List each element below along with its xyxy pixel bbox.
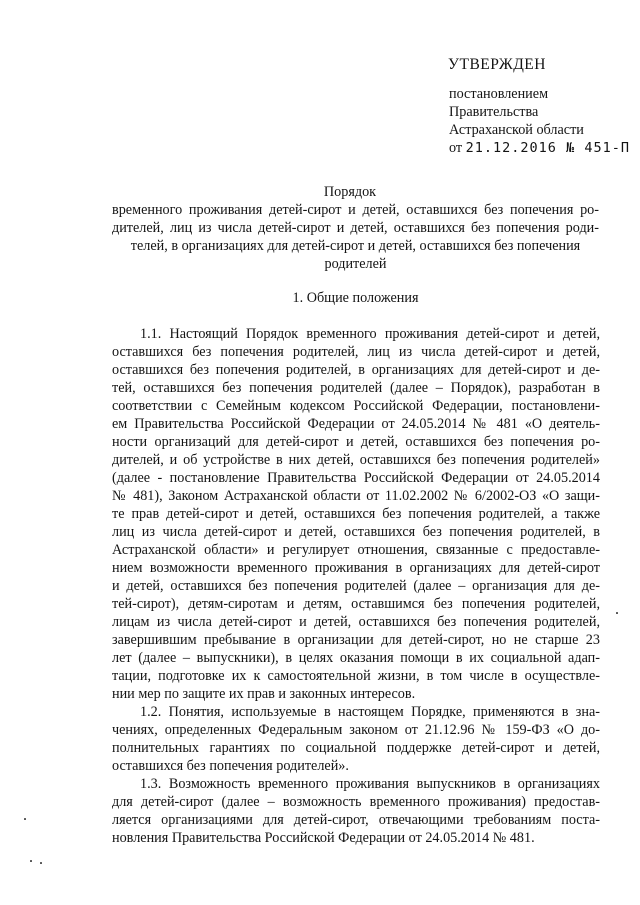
body-line: 1.3. Возможность временного проживания выпускников в организациях	[140, 776, 600, 792]
body-line: ем Правительства Российской Федерации от 24.05.2014 № 481 «О деятель-	[112, 416, 600, 432]
doc-title-line: родителей	[324, 256, 387, 272]
approval-line-2: Правительства	[449, 104, 539, 120]
body-line: № 481), Законом Астраханской области от 11.02.2002 № 6/2002-ОЗ «О защи-	[112, 488, 600, 504]
approval-date-handwritten: 21.12.2016 № 451-П	[465, 140, 630, 156]
approval-date	[449, 140, 630, 157]
body-line: новления Правительства Российской Федерации от 24.05.2014 № 481.	[112, 830, 535, 846]
approval-date-prefix: от	[449, 140, 463, 156]
body-line: и детей, оставшихся без попечения родителей (далее – организация для де-	[112, 578, 600, 594]
body-line: оставшихся без попечения родителей, в организациях для детей-сирот и де-	[112, 362, 600, 378]
doc-title-line: дителей, лиц из числа детей-сирот и детей, оставшихся без попечения роди-	[112, 220, 599, 236]
approval-line-1: постановлением	[449, 86, 549, 102]
body-line: нием возможности временного проживания в организациях для детей-сирот	[112, 560, 600, 576]
body-line: тации, подготовке их к самостоятельной жизни, в том числе в осуществле-	[112, 668, 600, 684]
body-line: те прав детей-сирот и детей, оставшихся без попечения родителей, а также	[112, 506, 600, 522]
body-line: соответствии с Семейным кодексом Российской Федерации, постановлени-	[112, 398, 600, 414]
body-line: лиц из числа детей-сирот и детей, оставшихся без попечения родителей, в	[112, 524, 600, 540]
body-line: ности организаций для детей-сирот и детей, оставшихся без попечения ро-	[112, 434, 600, 450]
body-line: ляется организациями для детей-сирот, отвечающими требованиям поста-	[112, 812, 600, 828]
scan-speck	[24, 818, 26, 820]
body-line: оставшихся без попечения родителей, лиц из числа детей-сирот и детей,	[112, 344, 600, 360]
section-heading: 1. Общие положения	[292, 290, 419, 306]
scan-speck	[30, 860, 32, 862]
body-line: лет (далее – выпускники), в целях оказания помощи в их социальной адап-	[112, 650, 600, 666]
approval-title: УТВЕРЖДЕН	[448, 56, 546, 73]
body-line: для детей-сирот (далее – возможность временного проживания) предостав-	[112, 794, 600, 810]
body-line: нии мер по защите их прав и законных интересов.	[112, 686, 416, 702]
body-line: 1.1. Настоящий Порядок временного проживания детей-сирот и детей,	[140, 326, 600, 342]
doc-title-line: временного проживания детей-сирот и детей, оставшихся без попечения ро-	[112, 202, 599, 218]
body-line: Астраханской области» и регулирует отношения, связанные с предоставле-	[112, 542, 600, 558]
body-line: чениях, определенных Федеральным законом от 21.12.96 № 159-ФЗ «О до-	[112, 722, 600, 738]
body-line: лицам из числа детей-сирот и детей, оставшихся без попечения родителей,	[112, 614, 600, 630]
doc-title-line: телей, в организациях для детей-сирот и детей, оставшихся без попечения	[130, 238, 581, 254]
body-line: завершившим пребывание в организации для детей-сирот, но не старше 23	[112, 632, 600, 648]
body-line: дителей, и об устройстве в них детей, оставшихся без попечения родителей»	[112, 452, 600, 468]
scan-speck	[616, 612, 618, 614]
body-line: оставшихся без попечения родителей».	[112, 758, 349, 774]
approval-line-3: Астраханской области	[449, 122, 584, 138]
body-line: тей-сирот), детям-сиротам и детям, оставшимся без попечения родителей,	[112, 596, 600, 612]
doc-title-heading: Порядок	[323, 184, 377, 200]
body-line: полнительных гарантиях по социальной поддержке детей-сирот и детей,	[112, 740, 600, 756]
scan-speck	[40, 862, 42, 864]
body-line: (далее - постановление Правительства Российской Федерации от 24.05.2014	[112, 470, 600, 486]
body-line: тей, оставшихся без попечения родителей (далее – Порядок), разработан в	[112, 380, 600, 396]
body-line: 1.2. Понятия, используемые в настоящем Порядке, применяются в зна-	[140, 704, 600, 720]
